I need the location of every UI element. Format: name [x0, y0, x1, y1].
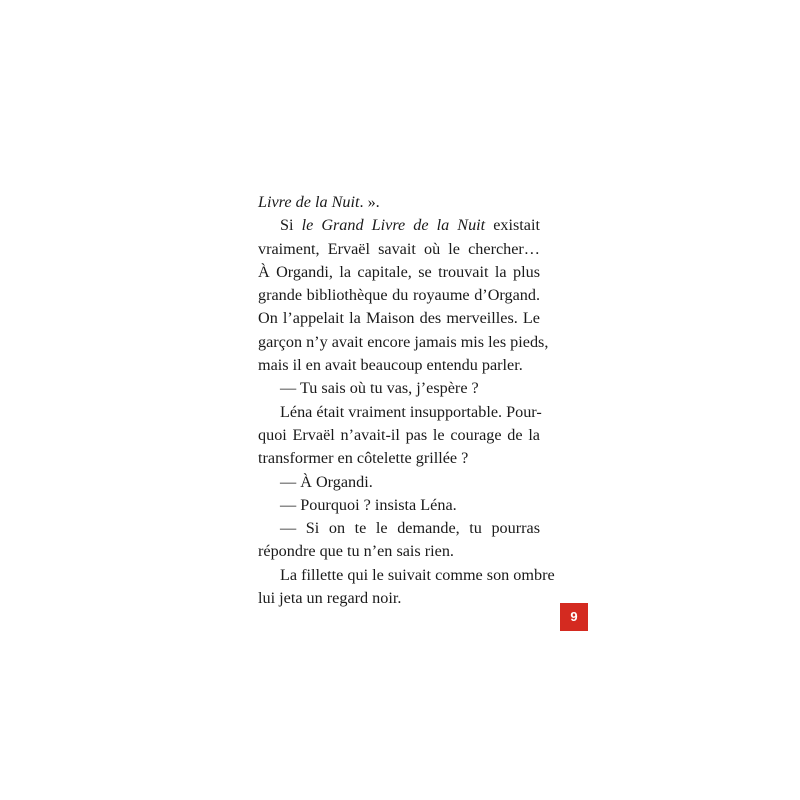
- text-fragment: garçon n’y avait encore jamais mis les pieds,: [258, 332, 549, 351]
- text-line: [258, 307, 540, 330]
- text-fragment: quoi Ervaël n’avait-il pas le courage de la: [258, 425, 540, 444]
- text-line: [258, 331, 549, 354]
- body-text: [258, 191, 555, 610]
- text-line: [258, 401, 540, 424]
- text-fragment: vraiment, Ervaël savait où le chercher…: [258, 239, 540, 258]
- text-fragment: La fillette qui le suivait comme son ombre: [280, 565, 555, 584]
- text-line: [258, 214, 540, 237]
- text-fragment: — Pourquoi ? insista Léna.: [280, 495, 457, 514]
- text-line: [258, 564, 555, 587]
- text-line: [258, 191, 540, 214]
- text-fragment: Si: [280, 216, 302, 235]
- text-line: [258, 238, 540, 261]
- text-fragment: répondre que tu n’en sais rien.: [258, 542, 454, 561]
- text-line: [258, 354, 540, 377]
- italic-title-text: Livre de la Nuit: [258, 193, 360, 211]
- text-line: [258, 517, 540, 540]
- italic-title-text: le Grand Livre de la Nuit: [301, 216, 486, 235]
- text-line: [258, 494, 540, 517]
- text-fragment: lui jeta un regard noir.: [258, 589, 402, 608]
- text-fragment: mais il en avait beaucoup entendu parler.: [258, 356, 523, 375]
- text-line: [258, 424, 540, 447]
- text-line: [258, 261, 540, 284]
- text-line: [258, 447, 540, 470]
- page-number-badge: 9: [560, 603, 588, 631]
- text-fragment: — Si on te le demande, tu pourras: [280, 519, 540, 538]
- text-fragment: . ».: [359, 193, 380, 211]
- text-line: [258, 377, 540, 400]
- text-fragment: On l’appelait la Maison des merveilles. Le: [258, 309, 540, 328]
- text-line: [258, 471, 540, 494]
- text-fragment: grande bibliothèque du royaume d’Organd.: [258, 286, 540, 305]
- text-fragment: À Organdi, la capitale, se trouvait la plus: [258, 262, 540, 281]
- text-fragment: Léna était vraiment insupportable. Pour-: [280, 402, 542, 421]
- text-line: [258, 587, 540, 610]
- text-fragment: — À Organdi.: [280, 472, 373, 491]
- text-fragment: — Tu sais où tu vas, j’espère ?: [280, 379, 479, 398]
- text-line: [258, 540, 540, 563]
- text-line: [258, 284, 540, 307]
- text-fragment: existait: [485, 216, 540, 235]
- text-fragment: transformer en côtelette grillée ?: [258, 449, 469, 468]
